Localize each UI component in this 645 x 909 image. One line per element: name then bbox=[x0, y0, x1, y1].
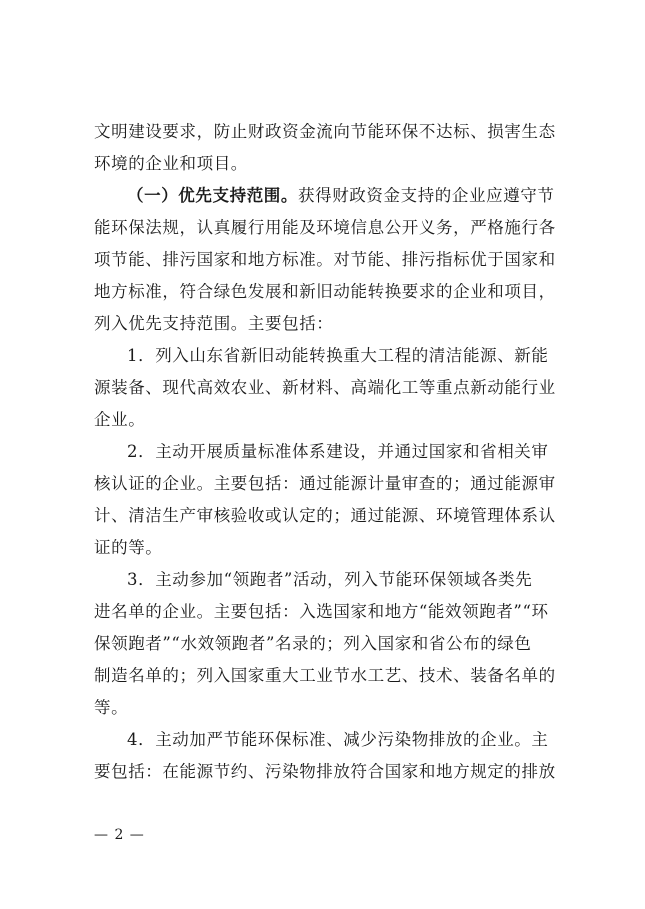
body-text-line: 环境的企业和项目。 bbox=[94, 154, 248, 173]
body-text-line: 项节能、排污国家和地方标准。对节能、排污指标优于国家和 bbox=[94, 250, 556, 269]
section-heading-line bbox=[127, 186, 564, 206]
list-item-2-line: 2．主动开展质量标准体系建设，并通过国家和省相关审 bbox=[127, 442, 549, 461]
list-item-1-line: 1．列入山东省新旧动能转换重大工程的清洁能源、新能 bbox=[127, 346, 549, 365]
body-text-line: 证的等。 bbox=[94, 538, 163, 557]
body-text-line: 列入优先支持范围。主要包括： bbox=[94, 314, 334, 333]
list-item-3-line: 3．主动参加“领跑者”活动，列入节能环保领域各类先 bbox=[127, 570, 533, 589]
section-heading: （一）优先支持范围。 bbox=[127, 186, 298, 205]
body-text-line: 获得财政资金支持的企业应遵守节 bbox=[298, 186, 555, 205]
body-text-line: 源装备、现代高效农业、新材料、高端化工等重点新动能行业 bbox=[94, 378, 556, 397]
body-text-line: 要包括：在能源节约、污染物排放符合国家和地方规定的排放 bbox=[94, 762, 556, 781]
page-number: — 2 — bbox=[94, 827, 145, 843]
body-text-line: 文明建设要求，防止财政资金流向节能环保不达标、损害生态 bbox=[94, 122, 556, 141]
body-text-line: 计、清洁生产审核验收或认定的；通过能源、环境管理体系认 bbox=[94, 506, 556, 525]
body-text-line: 企业。 bbox=[94, 410, 146, 429]
body-text-line: 制造名单的；列入国家重大工业节水工艺、技术、装备名单的 bbox=[94, 666, 556, 685]
list-item-4-line: 4．主动加严节能环保标准、减少污染物排放的企业。主 bbox=[127, 730, 549, 749]
body-text-line: 核认证的企业。主要包括：通过能源计量审查的；通过能源审 bbox=[94, 474, 556, 493]
body-text-line: 等。 bbox=[94, 698, 129, 717]
body-text-line: 地方标准，符合绿色发展和新旧动能转换要求的企业和项目， bbox=[94, 282, 556, 301]
body-text-line: 能环保法规，认真履行用能及环境信息公开义务，严格施行各 bbox=[94, 218, 556, 237]
body-text-line: 进名单的企业。主要包括：入选国家和地方“能效领跑者”“环 bbox=[94, 602, 549, 621]
body-text-line: 保领跑者”“水效领跑者”名录的；列入国家和省公布的绿色 bbox=[94, 634, 532, 653]
